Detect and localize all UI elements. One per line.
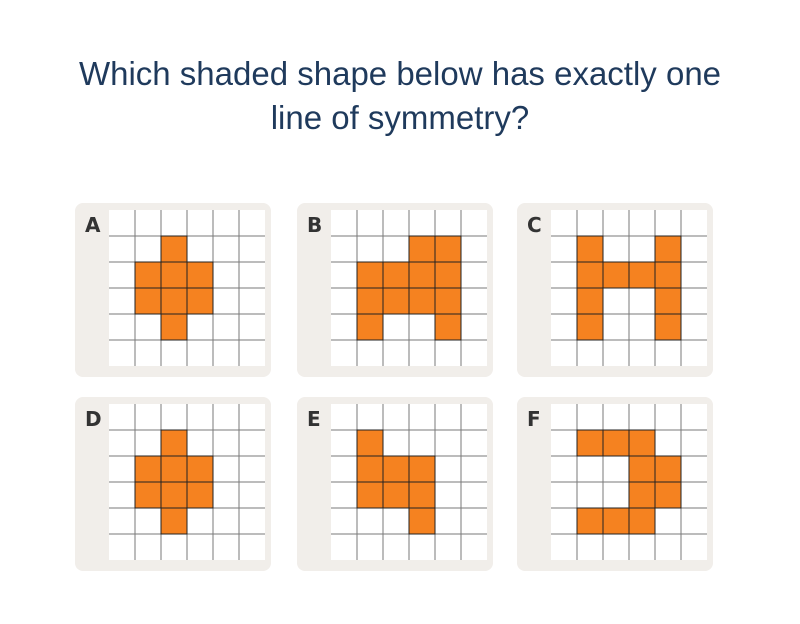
option-e-panel[interactable] xyxy=(297,397,493,571)
shaded-cell xyxy=(655,262,681,288)
question-line-1: Which shaded shape below has exactly one xyxy=(78,55,722,92)
shaded-cell xyxy=(187,456,213,482)
option-c-grid xyxy=(551,210,707,366)
shaded-cell xyxy=(655,456,681,482)
shaded-cell xyxy=(409,456,435,482)
shaded-cell xyxy=(383,262,409,288)
shaded-cell xyxy=(187,288,213,314)
option-d-label: D xyxy=(85,407,102,431)
shaded-cell xyxy=(135,482,161,508)
shaded-cell xyxy=(161,456,187,482)
option-c-label: C xyxy=(527,213,542,237)
shaded-cell xyxy=(161,430,187,456)
shaded-cell xyxy=(409,508,435,534)
shaded-cell xyxy=(629,262,655,288)
shaded-cell xyxy=(161,288,187,314)
shaded-cell xyxy=(187,482,213,508)
shaded-cell xyxy=(603,262,629,288)
shaded-cell xyxy=(629,430,655,456)
shaded-cell xyxy=(357,262,383,288)
shaded-cell xyxy=(357,456,383,482)
shaded-cell xyxy=(161,314,187,340)
question-text xyxy=(0,52,800,140)
option-e-label: E xyxy=(307,407,321,431)
option-b-label: B xyxy=(307,213,323,237)
shaded-cell xyxy=(135,288,161,314)
option-f-grid xyxy=(551,404,707,560)
shaded-cell xyxy=(409,236,435,262)
shaded-cell xyxy=(161,482,187,508)
option-a-label: A xyxy=(85,213,101,237)
shaded-cell xyxy=(629,508,655,534)
shaded-cell xyxy=(357,430,383,456)
shaded-cell xyxy=(161,508,187,534)
option-d-grid xyxy=(109,404,265,560)
shaded-cell xyxy=(577,508,603,534)
shaded-cell xyxy=(357,482,383,508)
shaded-cell xyxy=(435,314,461,340)
shaded-cell xyxy=(629,482,655,508)
shaded-cell xyxy=(577,430,603,456)
option-e-grid xyxy=(331,404,487,560)
shaded-cell xyxy=(435,288,461,314)
shaded-cell xyxy=(161,262,187,288)
shaded-cell xyxy=(603,508,629,534)
shaded-cell xyxy=(577,288,603,314)
shaded-cell xyxy=(383,456,409,482)
shaded-cell xyxy=(603,430,629,456)
option-b-panel[interactable] xyxy=(297,203,493,377)
option-b-grid xyxy=(331,210,487,366)
shaded-cell xyxy=(577,236,603,262)
shaded-cell xyxy=(655,482,681,508)
shaded-cell xyxy=(655,288,681,314)
shaded-cell xyxy=(577,262,603,288)
shaded-cell xyxy=(435,262,461,288)
shaded-cell xyxy=(409,262,435,288)
shaded-cell xyxy=(629,456,655,482)
shaded-cell xyxy=(577,314,603,340)
shaded-cell xyxy=(357,288,383,314)
shaded-cell xyxy=(409,482,435,508)
option-d-panel[interactable] xyxy=(75,397,271,571)
option-a-panel[interactable] xyxy=(75,203,271,377)
shaded-cell xyxy=(435,236,461,262)
shaded-cell xyxy=(357,314,383,340)
option-c-panel[interactable] xyxy=(517,203,713,377)
shaded-cell xyxy=(655,236,681,262)
shaded-cell xyxy=(409,288,435,314)
option-f-panel[interactable] xyxy=(517,397,713,571)
shaded-cell xyxy=(135,456,161,482)
option-a-grid xyxy=(109,210,265,366)
shaded-cell xyxy=(135,262,161,288)
shaded-cell xyxy=(383,482,409,508)
shaded-cell xyxy=(161,236,187,262)
option-f-label: F xyxy=(527,407,541,431)
question-line-2: line of symmetry? xyxy=(270,99,530,136)
shaded-cell xyxy=(655,314,681,340)
shaded-cell xyxy=(187,262,213,288)
shaded-cell xyxy=(383,288,409,314)
